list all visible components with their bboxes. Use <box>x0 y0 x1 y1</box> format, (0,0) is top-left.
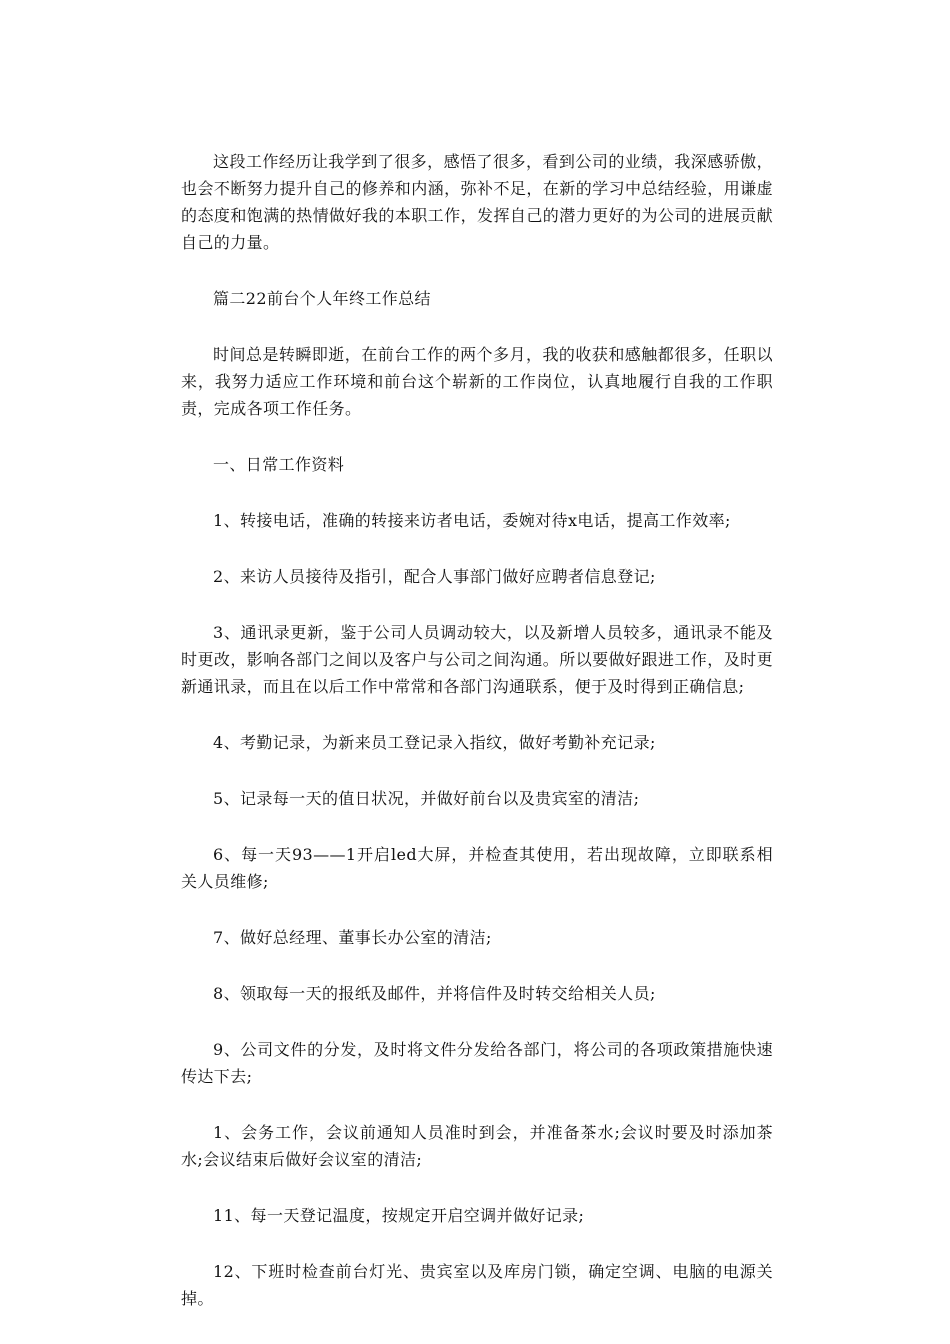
list-item-3: 3、通讯录更新，鉴于公司人员调动较大，以及新增人员较多，通讯录不能及时更改，影响各部门之间以及客户与公司之间沟通。所以要做好跟进工作，及时更新通讯录，而且在以后工作中常常和各部门沟通联系，便于及时得到正确信息; <box>181 623 773 696</box>
list-item-2: 2、来访人员接待及指引，配合人事部门做好应聘者信息登记; <box>213 567 656 586</box>
list-item-10: 1、会务工作，会议前通知人员准时到会，并准备茶水;会议时要及时添加茶水;会议结束后做好会议室的清洁; <box>181 1123 773 1169</box>
list-item-7: 7、做好总经理、董事长办公室的清洁; <box>213 928 492 947</box>
list-item-6: 6、每一天93——1开启led大屏，并检查其使用，若出现故障，立即联系相关人员维修; <box>181 845 773 891</box>
section-heading-daily-work: 一、日常工作资料 <box>213 455 345 474</box>
list-item-11: 11、每一天登记温度，按规定开启空调并做好记录; <box>213 1206 585 1225</box>
list-item-8: 8、领取每一天的报纸及邮件，并将信件及时转交给相关人员; <box>213 984 656 1003</box>
document-body <box>181 148 773 1341</box>
paragraph-intro-conclusion: 这段工作经历让我学到了很多，感悟了很多，看到公司的业绩，我深感骄傲，也会不断努力提升自己的修养和内涵，弥补不足，在新的学习中总结经验，用谦虚的态度和饱满的热情做好我的本职工作，发挥自己的潜力更好的为公司的进展贡献自己的力量。 <box>181 152 773 252</box>
list-item-1: 1、转接电话，准确的转接来访者电话，委婉对待x电话，提高工作效率; <box>213 511 731 530</box>
list-item-5: 5、记录每一天的值日状况，并做好前台以及贵宾室的清洁; <box>213 789 640 808</box>
list-item-12: 12、下班时检查前台灯光、贵宾室以及库房门锁，确定空调、电脑的电源关掉。 <box>181 1262 773 1308</box>
list-item-9: 9、公司文件的分发，及时将文件分发给各部门，将公司的各项政策措施快速传达下去; <box>181 1040 773 1086</box>
paragraph-part-two-intro: 时间总是转瞬即逝，在前台工作的两个多月，我的收获和感触都很多，任职以来，我努力适应工作环境和前台这个崭新的工作岗位，认真地履行自我的工作职责，完成各项工作任务。 <box>181 345 773 418</box>
list-item-4: 4、考勤记录，为新来员工登记录入指纹，做好考勤补充记录; <box>213 733 656 752</box>
section-heading-part-two: 篇二22前台个人年终工作总结 <box>213 289 431 308</box>
